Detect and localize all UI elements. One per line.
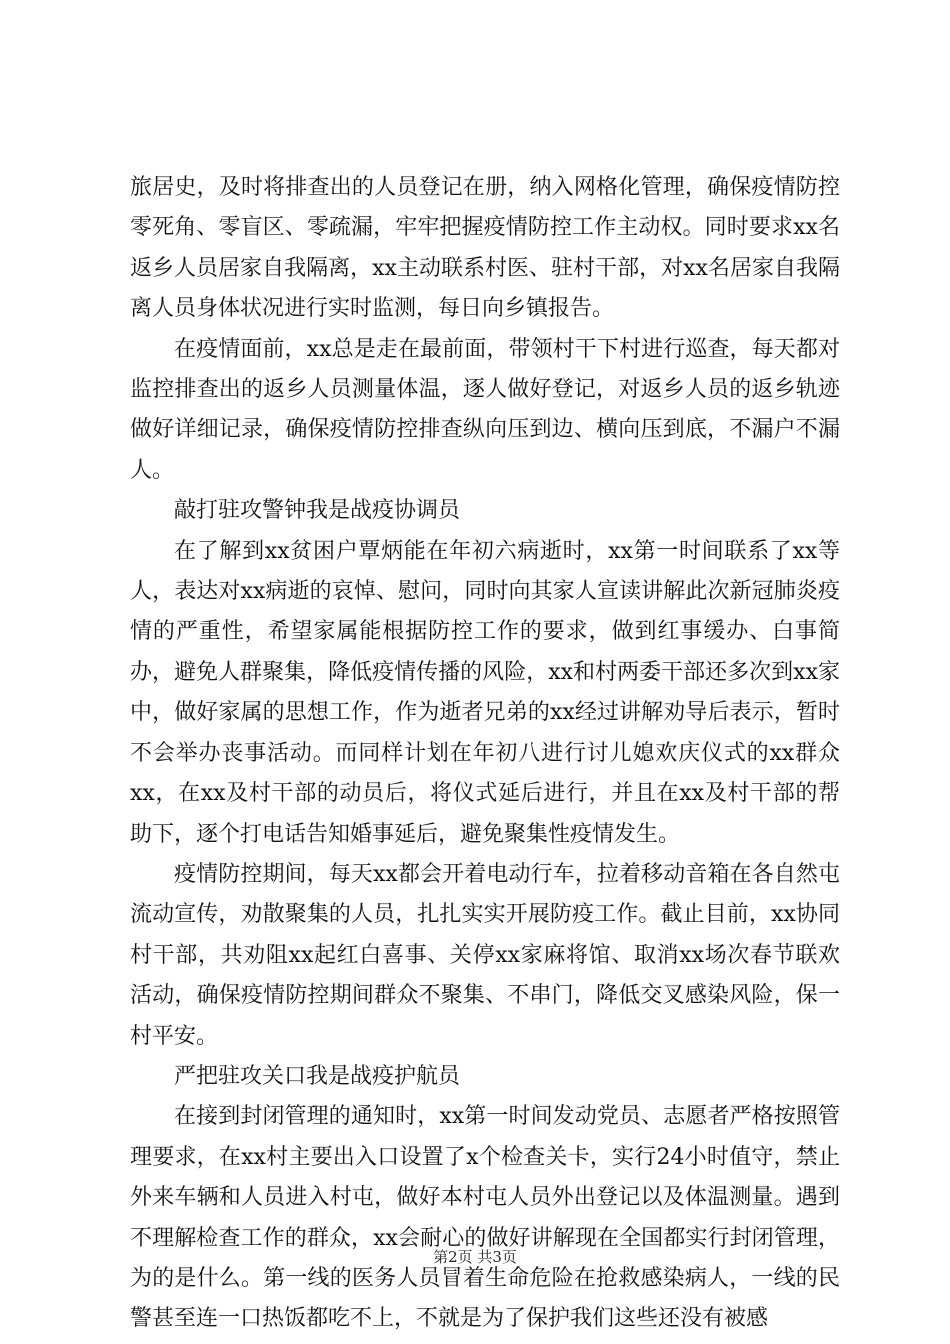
paragraph-body: 在了解到xx贫困户覃炳能在年初六病逝时，xx第一时间联系了xx等人，表达对xx病逝的哀悼、慰问，同时向其家人宣读讲解此次新冠肺炎疫情的严重性，希望家属能根据防控工作的要求，做到红事缓办、白事简办，避免人群聚集，降低疫情传播的风险，xx和村两委干部还多次到xx家中，做好家属的思想工作，作为逝者兄弟的xx经过讲解劝导后表示，暂时不会举办丧事活动。而同样计划在年初八进行讨儿媳欢庆仪式的xx群众xx，在xx及村干部的动员后，将仪式延后进行，并且在xx及村干部的帮助下，逐个打电话告知婚事延后，避免聚集性疫情发生。 <box>130 538 840 847</box>
paragraph-body: 疫情防控期间，每天xx都会开着电动行车，拉着移动音箱在各自然屯流动宣传，劝散聚集的人员，扎扎实实开展防疫工作。截止目前，xx协同村干部，共劝阻xx起红白喜事、关停xx家麻将馆、取消xx场次春节联欢活动，确保疫情防控期间群众不聚集、不串门，降低交叉感染风险，保一村平安。 <box>130 861 840 1049</box>
document-body <box>130 168 840 1340</box>
paragraph-body: 在接到封闭管理的通知时，xx第一时间发动党员、志愿者严格按照管理要求，在xx村主要出入口设置了x个检查关卡，实行24小时值守，禁止外来车辆和人员进入村屯，做好本村屯人员外出登记以及体温测量。遇到不理解检查工作的群众，xx会耐心的做好讲解现在全国都实行封闭管理，为的是什么。第一线的医务人员冒着生命危险在抢救感染病人，一线的民警甚至连一口热饭都吃不上，不就是为了保护我们这些还没有被感 <box>130 1104 840 1332</box>
paragraph-body: 在疫情面前，xx总是走在最前面，带领村干下村进行巡查，每天都对监控排查出的返乡人员测量体温，逐人做好登记，对返乡人员的返乡轨迹做好详细记录，确保疫情防控排查纵向压到边、横向压到底，不漏户不漏人。 <box>130 336 840 483</box>
section-heading: 敲打驻攻警钟我是战疫协调员 <box>174 498 461 524</box>
page-footer: 第2页 共3页 <box>433 1248 517 1266</box>
paragraph-continuation: 旅居史，及时将排查出的人员登记在册，纳入网格化管理，确保疫情防控零死角、零盲区、零疏漏，牢牢把握疫情防控工作主动权。同时要求xx名返乡人员居家自我隔离，xx主动联系村医、驻村干部，对xx名居家自我隔离人员身体状况进行实时监测，每日向乡镇报告。 <box>130 175 840 322</box>
section-heading: 严把驻攻关口我是战疫护航员 <box>174 1063 461 1089</box>
